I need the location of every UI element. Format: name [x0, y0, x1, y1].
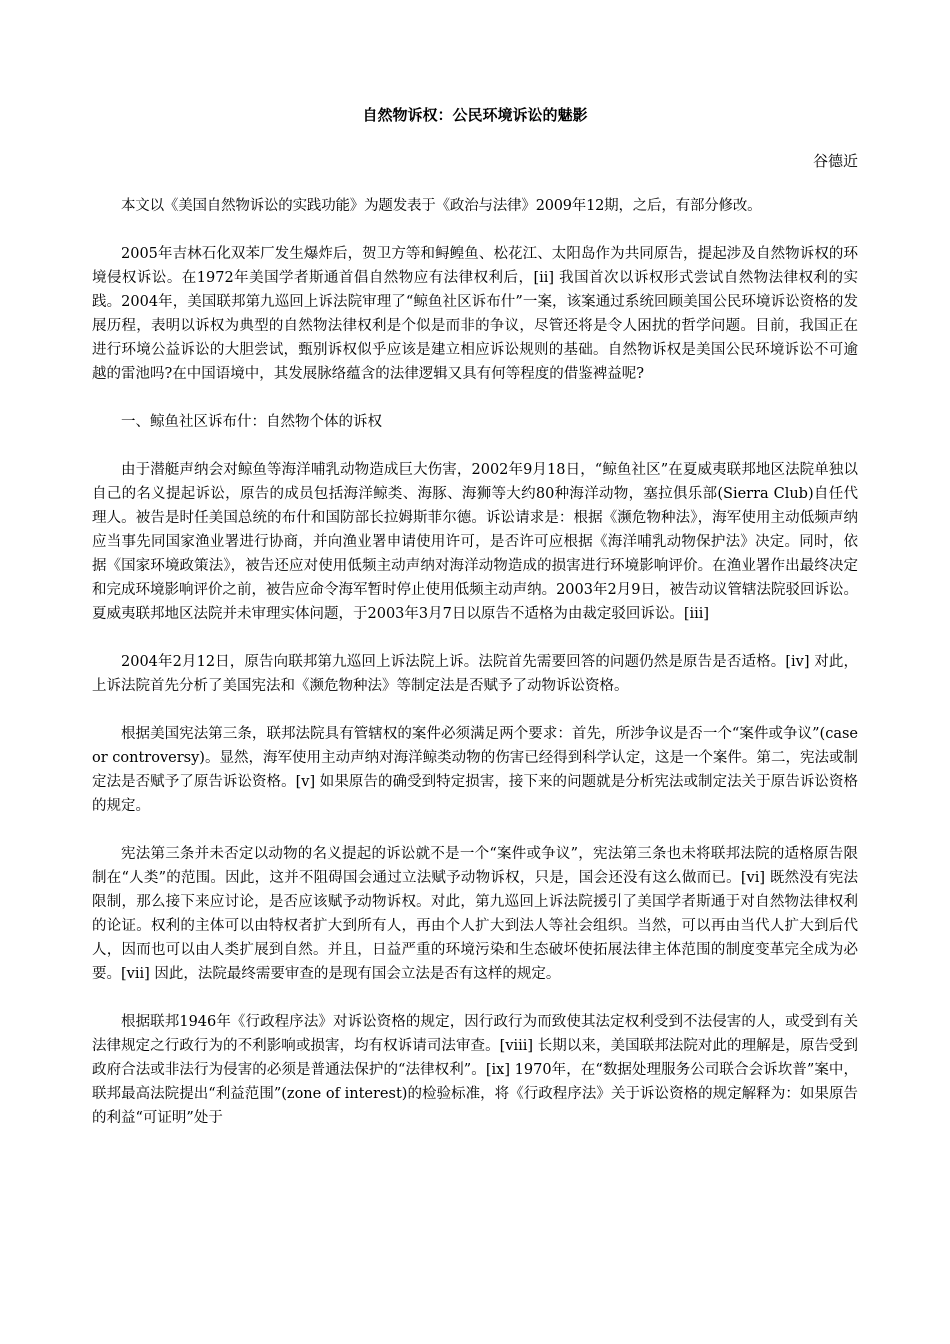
paragraph: 由于潜艇声纳会对鲸鱼等海洋哺乳动物造成巨大伤害，2002年9月18日，“鲸鱼社区”在夏威夷联邦地区法院单独以自己的名义提起诉讼，原告的成员包括海洋鲸类、海豚、海狮等大约80种海洋动物，塞拉俱乐部(Sierra Club)自任代理人。被告是时任美国总统的布什和国防部长拉姆斯菲尔德。诉讼请求是：根据《濒危物种法》，海军使用主动低频声纳应当事先同国家渔业署进行协商，并向渔业署申请使用许可，是否许可应根据《海洋哺乳动物保护法》决定。同时，依据《国家环境政策法》，被告还应对使用低频主动声纳对海洋动物造成的损害进行环境影响评价。在渔业署作出最终决定和完成环境影响评价之前，被告应命令海军暂时停止使用低频主动声纳。2003年2月9日，被告动议管辖法院驳回诉讼。夏威夷联邦地区法院并未审理实体问题，于2003年3月7日以原告不适格为由裁定驳回诉讼。[iii]	[92, 462, 858, 622]
section-heading: 一、鲸鱼社区诉布什：自然物个体的诉权	[121, 414, 382, 430]
author-name: 谷德近	[812, 152, 858, 170]
document-body	[92, 194, 858, 1154]
publication-note: 本文以《美国自然物诉讼的实践功能》为题发表于《政治与法律》2009年12期，之后，有部分修改。	[121, 198, 762, 214]
paragraph: 宪法第三条并未否定以动物的名义提起的诉讼就不是一个“案件或争议”，宪法第三条也未将联邦法院的适格原告限制在“人类”的范围。因此，这并不阻碍国会通过立法赋予动物诉权，只是，国会还没有这么做而已。[vi] 既然没有宪法限制，那么接下来应讨论，是否应该赋予动物诉权。对此，第九巡回上诉法院援引了美国学者斯通于对自然物法律权利的论证。权利的主体可以由特权者扩大到所有人，再由个人扩大到法人等社会组织。当然，可以再由当代人扩大到后代人，因而也可以由人类扩展到自然。并且，日益严重的环境污染和生态破坏使拓展法律主体范围的制度变革完全成为必要。[vii] 因此，法院最终需要审查的是现有国会立法是否有这样的规定。	[92, 846, 858, 982]
paragraph: 根据联邦1946年《行政程序法》对诉讼资格的规定，因行政行为而致使其法定权利受到不法侵害的人，或受到有关法律规定之行政行为的不利影响或损害，均有权诉请司法审查。[viii] 长期以来，美国联邦法院对此的理解是，原告受到政府合法或非法行为侵害的必须是普通法保护的“法律权利”。[ix] 1970年，在“数据处理服务公司联合会诉坎普”案中，联邦最高法院提出“利益范围”(zone of interest)的检验标准，将《行政程序法》关于诉讼资格的规定解释为：如果原告的利益“可证明”处于	[92, 1014, 858, 1126]
paragraph: 2005年吉林石化双苯厂发生爆炸后，贺卫方等和鲟鳇鱼、松花江、太阳岛作为共同原告，提起涉及自然物诉权的环境侵权诉讼。在1972年美国学者斯通首倡自然物应有法律权利后，[ii] 我国首次以诉权形式尝试自然物法律权利的实践。2004年，美国联邦第九巡回上诉法院审理了“鲸鱼社区诉布什”一案，该案通过系统回顾美国公民环境诉讼资格的发展历程，表明以诉权为典型的自然物法律权利是个似是而非的争议，尽管还将是令人困扰的哲学问题。目前，我国正在进行环境公益诉讼的大胆尝试，甄别诉权似乎应该是建立相应诉讼规则的基础。自然物诉权是美国公民环境诉讼不可逾越的雷池吗?在中国语境中，其发展脉络蕴含的法律逻辑又具有何等程度的借鉴裨益呢?	[92, 246, 858, 382]
document-title: 自然物诉权：公民环境诉讼的魅影	[362, 106, 588, 124]
paragraph: 2004年2月12日，原告向联邦第九巡回上诉法院上诉。法院首先需要回答的问题仍然是原告是否适格。[iv] 对此，上诉法院首先分析了美国宪法和《濒危物种法》等制定法是否赋予了动物诉讼资格。	[92, 654, 858, 694]
paragraph: 根据美国宪法第三条，联邦法院具有管辖权的案件必须满足两个要求：首先，所涉争议是否一个“案件或争议”(case or controversy)。显然，海军使用主动声纳对海洋鲸类动物的伤害已经得到科学认定，这是一个案件。第二，宪法或制定法是否赋予了原告诉讼资格。[v] 如果原告的确受到特定损害，接下来的问题就是分析宪法或制定法关于原告诉讼资格的规定。	[92, 726, 858, 814]
